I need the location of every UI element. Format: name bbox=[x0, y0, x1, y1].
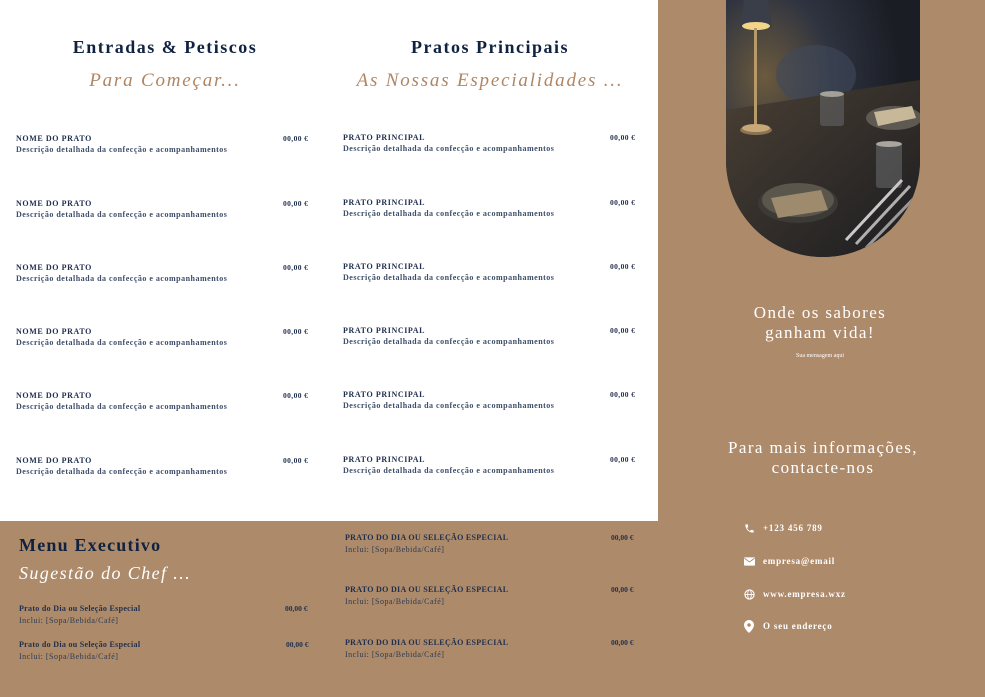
contact-website-text: www.empresa.wxz bbox=[763, 589, 846, 599]
item-description: Inclui: [Sopa/Bebida/Café] bbox=[345, 545, 445, 554]
item-description: Descrição detalhada da confecção e acompanhamentos bbox=[343, 401, 555, 410]
item-description: Inclui: [Sopa/Bebida/Café] bbox=[19, 616, 119, 625]
phone-icon bbox=[742, 521, 756, 535]
entradas-subtitle: Para Começar... bbox=[89, 70, 241, 91]
map-pin-icon bbox=[742, 619, 756, 633]
item-description: Descrição detalhada da confecção e acompanhamentos bbox=[343, 144, 555, 153]
restaurant-table-photo bbox=[726, 0, 920, 257]
item-description: Descrição detalhada da confecção e acompanhamentos bbox=[16, 467, 228, 476]
principais-subtitle: As Nossas Especialidades ... bbox=[356, 70, 624, 91]
contact-website[interactable] bbox=[742, 587, 846, 601]
executivo-title: Menu Executivo bbox=[19, 535, 162, 555]
item-price: 00,00 € bbox=[611, 638, 634, 647]
item-name: PRATO PRINCIPAL bbox=[343, 390, 426, 399]
item-description: Inclui: [Sopa/Bebida/Café] bbox=[345, 650, 445, 659]
entradas-title: Entradas & Petiscos bbox=[72, 37, 258, 57]
item-name: NOME DO PRATO bbox=[16, 456, 92, 465]
tagline-line-2: ganham vida! bbox=[765, 323, 875, 342]
item-name: PRATO PRINCIPAL bbox=[343, 262, 426, 271]
contact-email[interactable] bbox=[742, 554, 835, 568]
item-price: 00,00 € bbox=[283, 263, 309, 272]
entradas-item bbox=[16, 327, 316, 347]
tagline bbox=[700, 303, 940, 343]
globe-icon bbox=[742, 587, 756, 601]
principais-item bbox=[343, 455, 643, 475]
item-description: Descrição detalhada da confecção e acompanhamentos bbox=[16, 145, 228, 154]
item-description: Descrição detalhada da confecção e acompanhamentos bbox=[343, 209, 555, 218]
item-price: 00,00 € bbox=[610, 455, 636, 464]
item-price: 00,00 € bbox=[610, 326, 636, 335]
item-price: 00,00 € bbox=[285, 604, 308, 613]
executivo-subtitle: Sugestão do Chef ... bbox=[19, 563, 191, 583]
contact-phone-text: +123 456 789 bbox=[763, 523, 823, 533]
item-name: PRATO DO DIA OU SELEÇÃO ESPECIAL bbox=[345, 585, 509, 594]
item-name: NOME DO PRATO bbox=[16, 327, 92, 336]
entradas-item bbox=[16, 134, 316, 154]
item-name: NOME DO PRATO bbox=[16, 263, 92, 272]
contact-phone[interactable] bbox=[742, 521, 823, 535]
item-name: PRATO PRINCIPAL bbox=[343, 326, 426, 335]
item-description: Descrição detalhada da confecção e acompanhamentos bbox=[16, 402, 228, 411]
item-description: Inclui: [Sopa/Bebida/Café] bbox=[19, 652, 119, 661]
item-price: 00,00 € bbox=[283, 134, 309, 143]
item-name: NOME DO PRATO bbox=[16, 391, 92, 400]
tagline-message: Sua mensagem aqui bbox=[796, 353, 844, 359]
contact-address-text: O seu endereço bbox=[763, 621, 833, 631]
item-price: 00,00 € bbox=[611, 585, 634, 594]
entradas-item bbox=[16, 391, 316, 411]
item-name: NOME DO PRATO bbox=[16, 134, 92, 143]
item-price: 00,00 € bbox=[286, 640, 309, 649]
executivo-item bbox=[19, 640, 279, 661]
contact-address[interactable] bbox=[742, 619, 833, 633]
item-name: Prato do Dia ou Seleção Especial bbox=[19, 640, 141, 649]
principais-item bbox=[343, 390, 643, 410]
entradas-item bbox=[16, 199, 316, 219]
contact-heading bbox=[700, 438, 946, 478]
item-description: Inclui: [Sopa/Bebida/Café] bbox=[345, 597, 445, 606]
item-name: PRATO PRINCIPAL bbox=[343, 198, 426, 207]
item-price: 00,00 € bbox=[283, 456, 309, 465]
item-price: 00,00 € bbox=[283, 327, 309, 336]
item-description: Descrição detalhada da confecção e acompanhamentos bbox=[16, 338, 228, 347]
executivo-item bbox=[19, 604, 279, 625]
item-price: 00,00 € bbox=[610, 133, 636, 142]
principais-item bbox=[343, 133, 643, 153]
principais-title: Pratos Principais bbox=[411, 37, 569, 57]
item-name: Prato do Dia ou Seleção Especial bbox=[19, 604, 141, 613]
contact-email-text: empresa@email bbox=[763, 556, 836, 566]
item-price: 00,00 € bbox=[610, 198, 636, 207]
item-price: 00,00 € bbox=[610, 390, 636, 399]
entradas-item bbox=[16, 263, 316, 283]
principais-item bbox=[343, 198, 643, 218]
item-description: Descrição detalhada da confecção e acompanhamentos bbox=[16, 274, 228, 283]
entradas-item bbox=[16, 456, 316, 476]
executivo-item bbox=[345, 585, 605, 606]
executivo-item bbox=[345, 638, 605, 659]
item-price: 00,00 € bbox=[611, 533, 634, 542]
executivo-item bbox=[345, 533, 605, 554]
principais-item bbox=[343, 262, 643, 282]
item-description: Descrição detalhada da confecção e acompanhamentos bbox=[16, 210, 228, 219]
tagline-line-1: Onde os sabores bbox=[753, 303, 887, 322]
item-name: NOME DO PRATO bbox=[16, 199, 92, 208]
item-description: Descrição detalhada da confecção e acompanhamentos bbox=[343, 337, 555, 346]
item-name: PRATO PRINCIPAL bbox=[343, 455, 426, 464]
item-name: PRATO PRINCIPAL bbox=[343, 133, 426, 142]
item-price: 00,00 € bbox=[283, 199, 309, 208]
principais-item bbox=[343, 326, 643, 346]
contact-heading-line-1: Para mais informações, bbox=[728, 438, 918, 457]
table-setting-illustration bbox=[726, 0, 920, 257]
item-price: 00,00 € bbox=[283, 391, 309, 400]
item-name: PRATO DO DIA OU SELEÇÃO ESPECIAL bbox=[345, 533, 509, 542]
item-price: 00,00 € bbox=[610, 262, 636, 271]
mail-icon bbox=[742, 554, 756, 568]
item-description: Descrição detalhada da confecção e acompanhamentos bbox=[343, 273, 555, 282]
contact-heading-line-2: contacte-nos bbox=[771, 458, 875, 477]
item-name: PRATO DO DIA OU SELEÇÃO ESPECIAL bbox=[345, 638, 509, 647]
item-description: Descrição detalhada da confecção e acompanhamentos bbox=[343, 466, 555, 475]
